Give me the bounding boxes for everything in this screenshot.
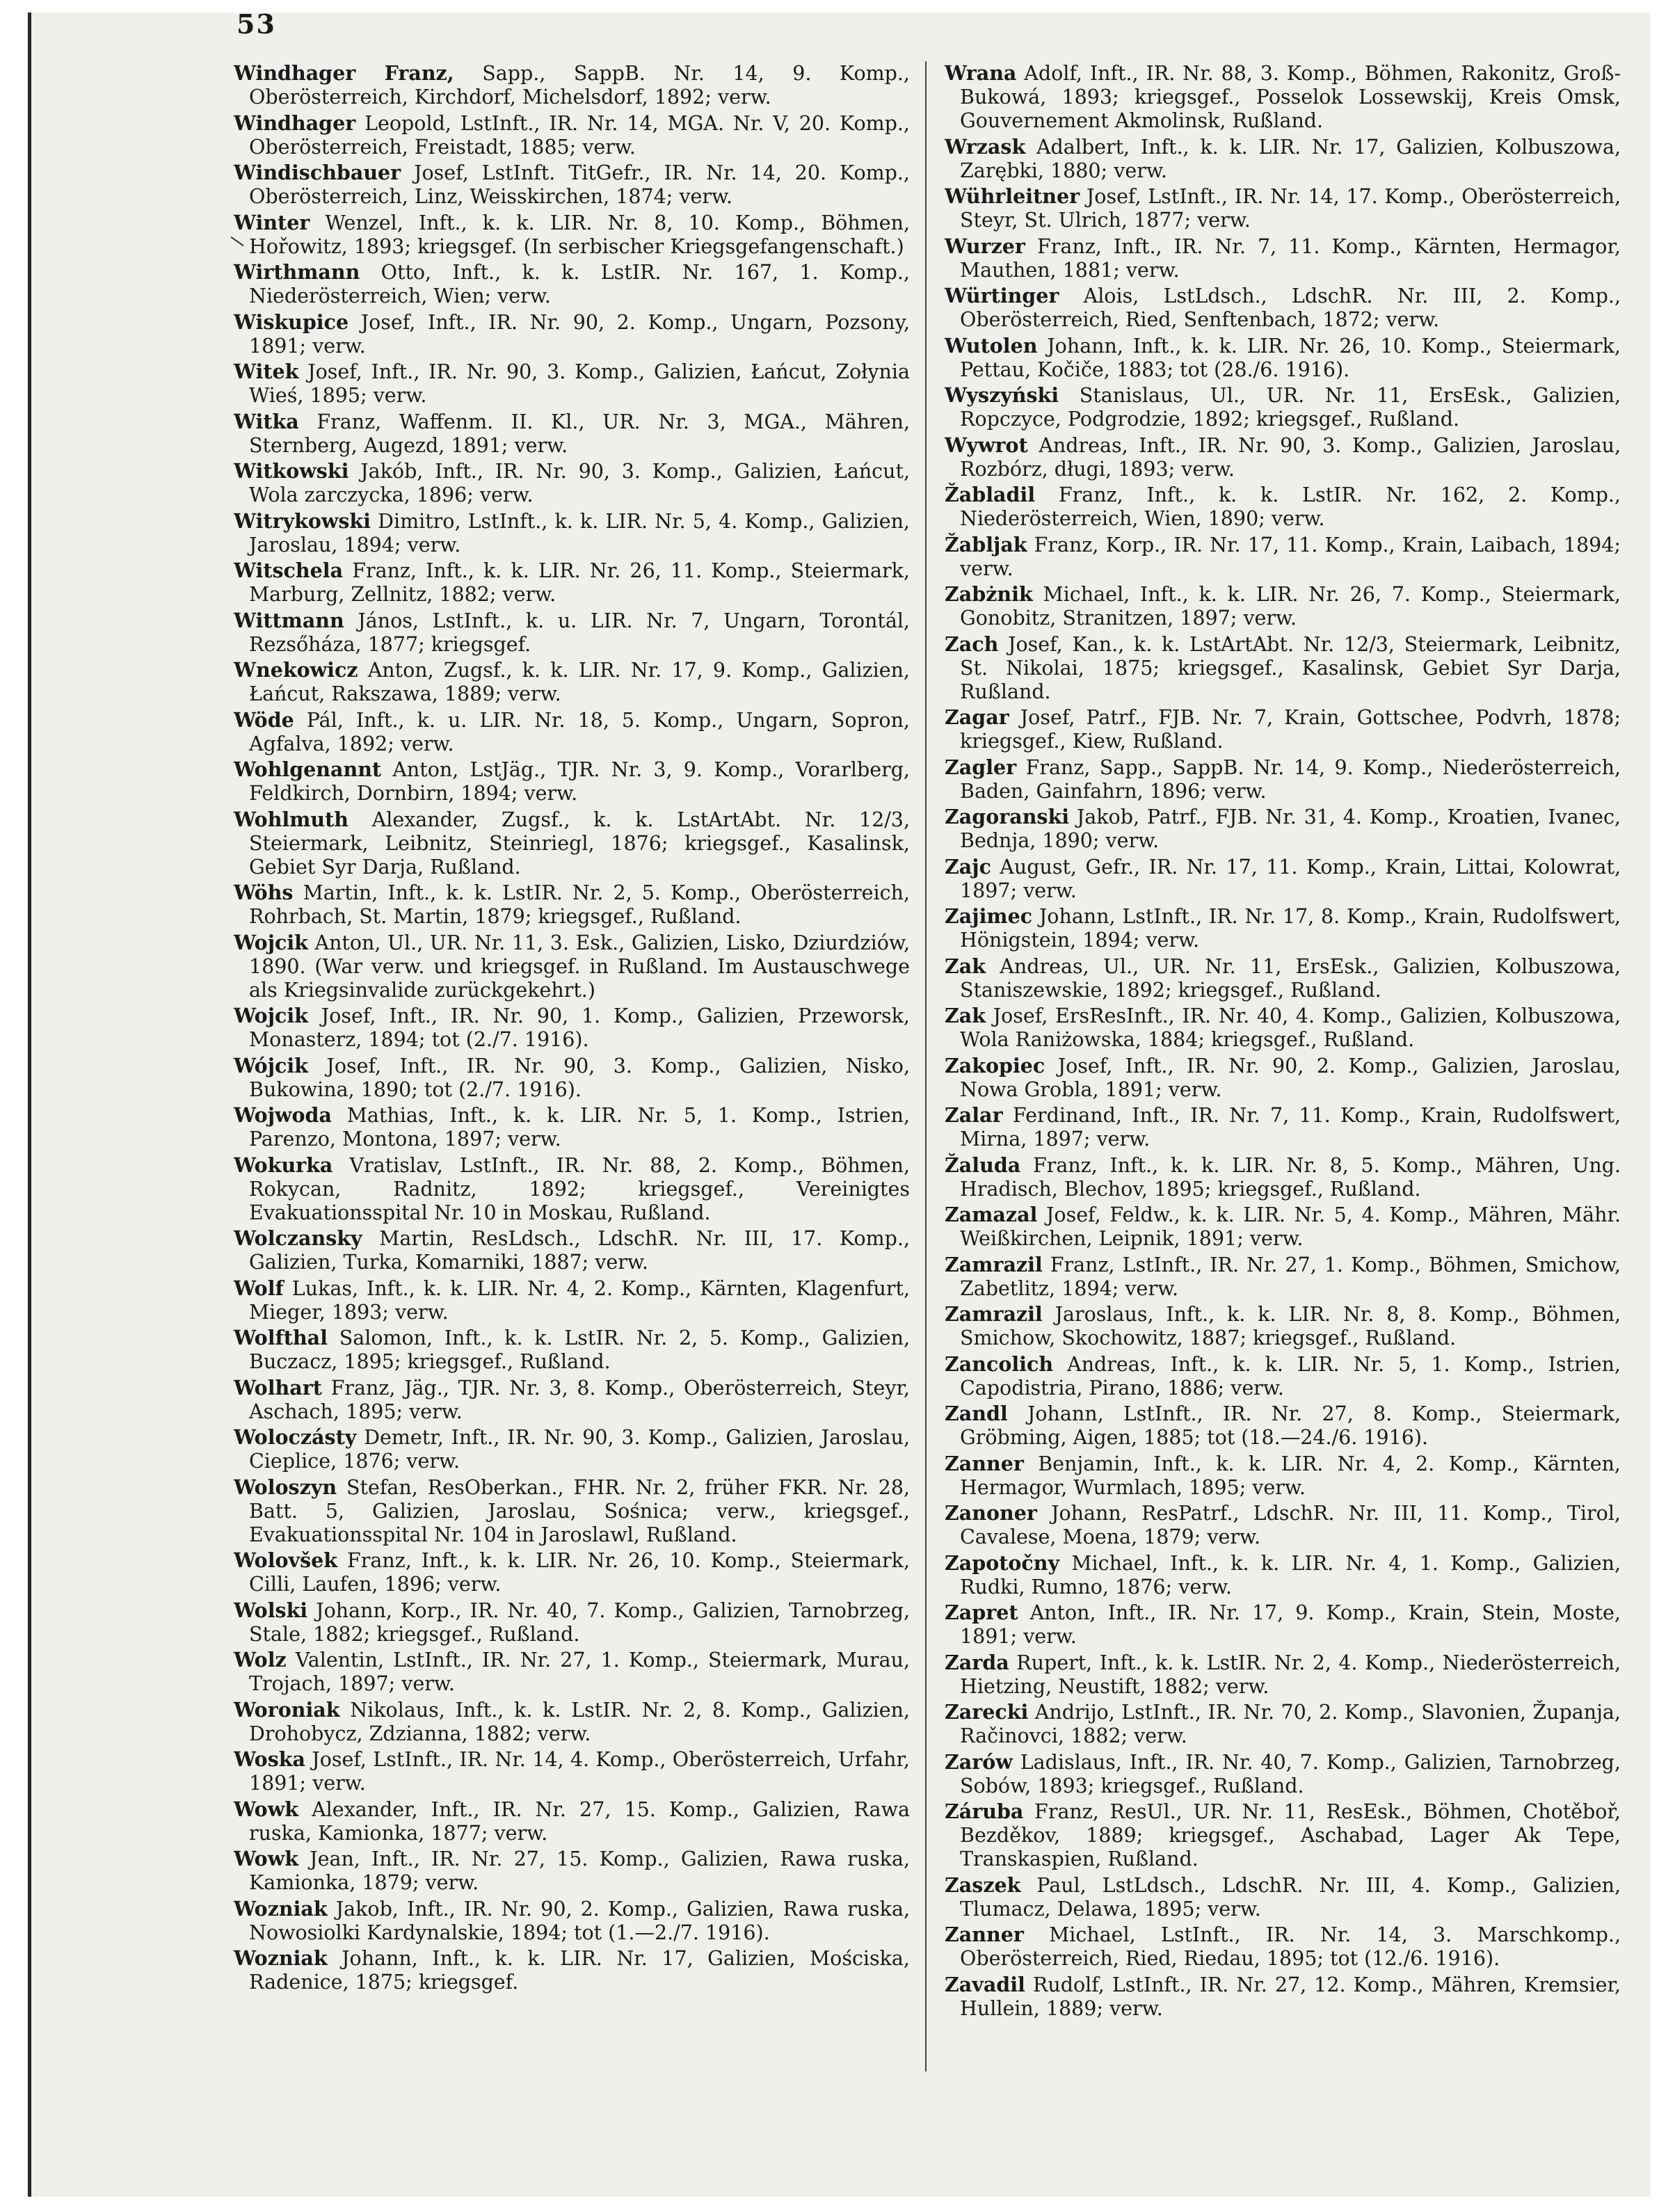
list-item: [234, 1276, 910, 1324]
entry-details: Johann, Inft., k. k. LIR. Nr. 17, Galizien, Mościska, Radenice, 1875; kriegsgef.: [249, 1947, 910, 1994]
entry-name: Zarów: [945, 1749, 1013, 1774]
entry-details: Johann, Inft., k. k. LIR. Nr. 26, 10. Komp., Steiermark, Pettau, Kočiče, 1883; tot (28./6. 1916).: [960, 334, 1621, 381]
entry-details: Josef, Inft., IR. Nr. 90, 2. Komp., Galizien, Jaroslau, Nowa Grobla, 1891; verw.: [960, 1054, 1621, 1101]
list-item: [945, 705, 1621, 753]
entry-details: Andreas, Inft., IR. Nr. 90, 3. Komp., Galizien, Jaroslau, Rozbórz, długi, 1893; verw.: [960, 433, 1621, 481]
entry-name: Windhager Franz,: [234, 61, 454, 85]
list-item: [234, 1103, 910, 1151]
entry-details: Franz, Inft., k. k. LstIR. Nr. 162, 2. Komp., Niederösterreich, Wien, 1890; verw.: [960, 483, 1621, 530]
entry-details: Josef, Inft., IR. Nr. 90, 3. Komp., Galizien, Nisko, Bukowina, 1890; tot (2./7. 1916).: [249, 1054, 911, 1101]
entry-details: Josef, LstInft., IR. Nr. 14, 4. Komp., Oberösterreich, Urfahr, 1891; verw.: [249, 1748, 910, 1795]
list-item: [234, 931, 910, 1002]
list-item: [945, 1203, 1621, 1251]
list-item: [234, 1897, 910, 1945]
entry-name: Žabljak: [945, 532, 1027, 556]
entry-name: Witrykowski: [234, 508, 371, 533]
entry-details: Andreas, Ul., UR. Nr. 11, ErsEsk., Galizien, Kolbuszowa, Staniszewskie, 1892; kriegsgef., Rußland.: [960, 954, 1621, 1002]
entry-name: Zagar: [945, 705, 1009, 729]
list-item: [945, 1352, 1621, 1400]
entry-details: Johann, ResPatrf., LdschR. Nr. III, 11. Komp., Tirol, Cavalese, Moena, 1879; verw.: [960, 1502, 1621, 1548]
entry-name: Witschela: [234, 559, 344, 582]
entry-details: Alois, LstLdsch., LdschR. Nr. III, 2. Komp., Oberösterreich, Ried, Senftenbach, 1872; verw.: [960, 284, 1621, 331]
entry-name: Woroniak: [234, 1697, 340, 1722]
entry-name: Zajimec: [945, 904, 1033, 928]
list-item: [234, 260, 910, 308]
list-item: [945, 184, 1621, 232]
entry-details: Andreas, Inft., k. k. LIR. Nr. 5, 1. Komp., Istrien, Capodistria, Pirano, 1886; verw.: [960, 1352, 1621, 1400]
entry-name: Wnekowicz: [234, 658, 358, 682]
entry-details: Martin, ResLdsch., LdschR. Nr. III, 17. Komp., Galizien, Turka, Komarniki, 1887; verw.: [249, 1227, 911, 1274]
list-item: [234, 1698, 910, 1746]
entry-details: Franz, Korp., IR. Nr. 17, 11. Komp., Krain, Laibach, 1894; verw.: [960, 533, 1621, 580]
entry-name: Wolz: [234, 1648, 287, 1672]
list-item: [945, 1501, 1621, 1549]
entry-name: Wiskupice: [234, 310, 349, 334]
entry-details: Salomon, Inft., k. k. LstIR. Nr. 2, 5. Komp., Galizien, Buczacz, 1895; kriegsgef., Rußland.: [249, 1327, 911, 1373]
list-item: [945, 1873, 1621, 1921]
left-column: [234, 61, 910, 1996]
entry-details: Michael, Inft., k. k. LIR. Nr. 26, 7. Komp., Steiermark, Gonobitz, Stranitzen, 1897; verw.: [960, 583, 1621, 630]
entry-name: Zaszek: [945, 1873, 1021, 1897]
list-item: [945, 1402, 1621, 1450]
entry-details: Dimitro, LstInft., k. k. LIR. Nr. 5, 4. Komp., Galizien, Jaroslau, 1894; verw.: [249, 509, 910, 556]
entry-name: Zanner: [945, 1451, 1024, 1475]
entry-details: Josef, Feldw., k. k. LIR. Nr. 5, 4. Komp., Mähren, Mähr. Weißkirchen, Leipnik, 1891; verw.: [960, 1203, 1621, 1250]
entry-name: Wutolen: [945, 333, 1038, 358]
entry-name: Wowk: [234, 1847, 298, 1870]
entry-name: Zajc: [945, 854, 991, 879]
list-item: [945, 61, 1621, 133]
entry-details: Jean, Inft., IR. Nr. 27, 15. Komp., Galizien, Rawa ruska, Kamionka, 1879; verw.: [249, 1848, 911, 1894]
list-item: [234, 1153, 910, 1225]
entry-name: Zamazal: [945, 1203, 1038, 1226]
entry-details: Josef, Inft., IR. Nr. 90, 3. Komp., Galizien, Łańcut, Zołynia Wieś, 1895; verw.: [249, 360, 910, 407]
entry-details: Franz, Inft., k. k. LIR. Nr. 8, 5. Komp., Mähren, Ung. Hradisch, Blechov, 1895; kriegsgef., Rußland.: [960, 1153, 1621, 1201]
entry-details: Franz, Inft., k. k. LIR. Nr. 26, 11. Komp., Steiermark, Marburg, Zellnitz, 1882; verw.: [249, 559, 910, 606]
entry-details: Anton, Ul., UR. Nr. 11, 3. Esk., Galizien, Lisko, Dziurdziów, 1890. (War verw. und kriegsgef. in Rußland. Im Austauschwege als Kriegsinvalide zurückgekehrt.): [249, 931, 911, 1002]
entry-details: Stefan, ResOberkan., FHR. Nr. 2, früher FKR. Nr. 28, Batt. 5, Galizien, Jaroslau, Sośnica; verw., kriegsgef., Evakuationsspital Nr. 104 in Jaroslawl, Rußland.: [249, 1475, 911, 1546]
entry-name: Wozniak: [234, 1896, 328, 1921]
entry-name: Windhager: [234, 111, 356, 135]
entry-details: Alexander, Inft., IR. Nr. 27, 15. Komp., Galizien, Rawa ruska, Kamionka, 1877; verw.: [249, 1797, 911, 1845]
entry-details: Adalbert, Inft., k. k. LIR. Nr. 17, Galizien, Kolbuszowa, Zarębki, 1880; verw.: [960, 135, 1621, 182]
entry-details: Jakob, Inft., IR. Nr. 90, 2. Komp., Galizien, Rawa ruska, Nowosiolki Kardynalskie, 1894; tot (1.—2./7. 1916).: [249, 1897, 911, 1944]
entry-details: Anton, Zugsf., k. k. LIR. Nr. 17, 9. Komp., Galizien, Łańcut, Rakszawa, 1889; verw.: [249, 659, 910, 705]
entry-name: Zakopiec: [945, 1053, 1045, 1077]
entry-details: Paul, LstLdsch., LdschR. Nr. III, 4. Komp., Galizien, Tlumacz, Delawa, 1895; verw.: [960, 1873, 1621, 1921]
page-number: 53: [237, 8, 276, 40]
list-item: [234, 310, 910, 358]
list-item: [945, 1923, 1621, 1971]
entry-name: Wolf: [234, 1276, 284, 1300]
entry-name: Zamrazil: [945, 1252, 1043, 1276]
right-column: [945, 61, 1621, 2022]
entry-details: Franz, LstInft., IR. Nr. 27, 1. Komp., Böhmen, Smichow, Zabetlitz, 1894; verw.: [960, 1253, 1621, 1300]
list-item: [945, 632, 1621, 704]
entry-details: Andrijo, LstInft., IR. Nr. 70, 2. Komp., Slavonien, Županja, Račinovci, 1882; verw.: [960, 1701, 1621, 1747]
entry-details: Anton, Inft., IR. Nr. 17, 9. Komp., Krain, Stein, Moste, 1891; verw.: [960, 1601, 1621, 1648]
entry-name: Wyszyński: [945, 383, 1059, 407]
entry-details: Rudolf, LstInft., IR. Nr. 27, 12. Komp., Mähren, Kremsier, Hullein, 1889; verw.: [960, 1973, 1621, 2020]
list-item: [945, 334, 1621, 382]
list-item: [234, 708, 910, 756]
entry-name: Zak: [945, 954, 986, 978]
entry-details: Martin, Inft., k. k. LstIR. Nr. 2, 5. Komp., Oberösterreich, Rohrbach, St. Martin, 1879; kriegsgef., Rußland.: [249, 881, 910, 928]
list-item: [234, 61, 910, 109]
entry-name: Witkowski: [234, 459, 349, 483]
entry-name: Žabladil: [945, 483, 1036, 506]
entry-details: Franz, Inft., k. k. LIR. Nr. 26, 10. Komp., Steiermark, Cilli, Laufen, 1896; verw.: [249, 1549, 911, 1596]
list-item: [234, 1004, 910, 1052]
entry-name: Wolski: [234, 1598, 308, 1622]
entry-details: Adolf, Inft., IR. Nr. 88, 3. Komp., Böhmen, Rakonitz, Groß-Bukowá, 1893; kriegsgef., Posselok Lossewskij, Kreis Omsk, Gouvernement Akmolinsk, Rußland.: [960, 62, 1621, 132]
entry-name: Wöhs: [234, 881, 294, 904]
entry-name: Wowk: [234, 1797, 298, 1821]
entry-name: Zapotočny: [945, 1550, 1060, 1575]
entry-name: Wojwoda: [234, 1103, 332, 1127]
list-item: [945, 135, 1621, 183]
list-item: [945, 1601, 1621, 1649]
entry-name: Wohlmuth: [234, 807, 349, 831]
entry-details: Pál, Inft., k. u. LIR. Nr. 18, 5. Komp., Ungarn, Sopron, Agfalva, 1892; verw.: [249, 708, 910, 755]
entry-name: Wywrot: [945, 433, 1028, 457]
entry-details: Valentin, LstInft., IR. Nr. 27, 1. Komp., Steiermark, Murau, Trojach, 1897; verw.: [249, 1649, 911, 1695]
list-item: [234, 1548, 910, 1596]
list-item: [234, 808, 910, 879]
entry-name: Zak: [945, 1004, 986, 1027]
list-item: [234, 559, 910, 607]
entry-name: Wokurka: [234, 1153, 333, 1177]
text-columns: [234, 61, 1621, 2134]
list-item: [234, 1475, 910, 1547]
list-item: [945, 1253, 1621, 1301]
entry-details: Ferdinand, Inft., IR. Nr. 7, 11. Komp., Krain, Rudolfswert, Mirna, 1897; verw.: [960, 1104, 1621, 1151]
list-item: [234, 1598, 910, 1646]
entry-details: Michael, Inft., k. k. LIR. Nr. 4, 1. Komp., Galizien, Rudki, Rumno, 1876; verw.: [960, 1551, 1621, 1598]
entry-details: Vratislav, LstInft., IR. Nr. 88, 2. Komp., Böhmen, Rokycan, Radnitz, 1892; kriegsgef., Vereinigtes Evakuationsspital Nr. 10 in Moskau, Rußland.: [249, 1153, 910, 1224]
entry-details: Josef, ErsResInft., IR. Nr. 40, 4. Komp., Galizien, Kolbuszowa, Wola Raniżowska, 1884; kriegsgef., Rußland.: [960, 1004, 1621, 1051]
entry-name: Zamrazil: [945, 1302, 1043, 1326]
entry-details: Demetr, Inft., IR. Nr. 90, 3. Komp., Galizien, Jaroslau, Cieplice, 1876; verw.: [249, 1426, 911, 1473]
list-item: [234, 658, 910, 706]
entry-name: Žaluda: [945, 1153, 1021, 1177]
entry-name: Zalar: [945, 1103, 1003, 1127]
list-item: [234, 509, 910, 557]
entry-details: Sapp., SappB. Nr. 14, 9. Komp., Oberösterreich, Kirchdorf, Michelsdorf, 1892; verw.: [249, 62, 910, 109]
entry-details: Benjamin, Inft., k. k. LIR. Nr. 4, 2. Komp., Kärnten, Hermagor, Wurmlach, 1895; verw.: [960, 1452, 1621, 1499]
list-item: [234, 881, 910, 929]
list-item: [234, 410, 910, 458]
list-item: [234, 1648, 910, 1696]
entry-details: Josef, Patrf., FJB. Nr. 7, Krain, Gottschee, Podvrh, 1878; kriegsgef., Kiew, Rußland.: [960, 706, 1621, 753]
list-item: [234, 161, 910, 209]
entry-details: Jaroslaus, Inft., k. k. LIR. Nr. 8, 8. Komp., Böhmen, Smichow, Skochowitz, 1887; kriegsgef., Rußland.: [960, 1303, 1621, 1349]
entry-name: Würtinger: [945, 284, 1059, 307]
entry-details: Mathias, Inft., k. k. LIR. Nr. 5, 1. Komp., Istrien, Parenzo, Montona, 1897; verw.: [249, 1104, 911, 1151]
entry-details: Josef, LstInft. TitGefr., IR. Nr. 14, 20. Komp., Oberösterreich, Linz, Weisskirchen, 1874; verw.: [249, 161, 910, 208]
entry-details: Franz, Sapp., SappB. Nr. 14, 9. Komp., Niederösterreich, Baden, Gainfahrn, 1896; verw.: [960, 755, 1621, 803]
entry-details: Franz, ResUl., UR. Nr. 11, ResEsk., Böhmen, Chotěboř, Bezděkov, 1889; kriegsgef., Aschabad, Lager Ak Tepe, Transkaspien, Rußland.: [960, 1800, 1621, 1870]
entry-details: Franz, Waffenm. II. Kl., UR. Nr. 3, MGA., Mähren, Sternberg, Augezd, 1891; verw.: [249, 410, 910, 457]
entry-details: Rupert, Inft., k. k. LstIR. Nr. 2, 4. Komp., Niederösterreich, Hietzing, Neustift, 1882; verw.: [960, 1651, 1621, 1698]
entry-name: Zagoranski: [945, 805, 1070, 828]
entry-details: János, LstInft., k. u. LIR. Nr. 7, Ungarn, Torontál, Rezsőháza, 1877; kriegsgef.: [249, 609, 910, 656]
list-item: [234, 1326, 910, 1374]
list-item: [234, 1425, 910, 1473]
list-item: [945, 1800, 1621, 1871]
list-item: [945, 1153, 1621, 1201]
list-item: [234, 1847, 910, 1895]
entry-name: Wójcik: [234, 1053, 308, 1077]
entry-details: Stanislaus, Ul., UR. Nr. 11, ErsEsk., Galizien, Ropczyce, Podgrodzie, 1892; kriegsgef., Rußland.: [960, 384, 1621, 431]
list-item: [945, 805, 1621, 853]
list-item: [945, 1973, 1621, 2021]
entry-name: Wurzer: [945, 234, 1025, 258]
list-item: [234, 360, 910, 408]
list-item: [234, 609, 910, 657]
list-item: [945, 234, 1621, 282]
list-item: [945, 855, 1621, 903]
entry-details: Johann, LstInft., IR. Nr. 27, 8. Komp., Steiermark, Gröbming, Aigen, 1885; tot (18.—24./6. 1916).: [960, 1402, 1621, 1449]
list-item: [945, 1302, 1621, 1350]
entry-details: Leopold, LstInft., IR. Nr. 14, MGA. Nr. V, 20. Komp., Oberösterreich, Freistadt, 1885; verw.: [249, 111, 910, 159]
list-item: [945, 383, 1621, 431]
list-item: [234, 459, 910, 507]
entry-name: Zarda: [945, 1650, 1009, 1674]
list-item: [945, 1750, 1621, 1798]
list-item: [945, 533, 1621, 581]
list-item: [234, 1376, 910, 1424]
entry-details: Franz, Inft., IR. Nr. 7, 11. Komp., Kärnten, Hermagor, Mauthen, 1881; verw.: [960, 234, 1621, 282]
entry-name: Winter: [234, 210, 310, 234]
entry-details: Josef, LstInft., IR. Nr. 14, 17. Komp., Oberösterreich, Steyr, St. Ulrich, 1877; verw.: [960, 185, 1621, 232]
entry-details: Ladislaus, Inft., IR. Nr. 40, 7. Komp., Galizien, Tarnobrzeg, Sobów, 1893; kriegsgef., Rußland.: [960, 1750, 1621, 1797]
entry-name: Zancolich: [945, 1352, 1054, 1376]
entry-details: Nikolaus, Inft., k. k. LstIR. Nr. 2, 8. Komp., Galizien, Drohobycz, Zdzianna, 1882; verw.: [249, 1698, 911, 1745]
entry-name: Zandl: [945, 1402, 1008, 1425]
entry-name: Wirthmann: [234, 260, 360, 284]
entry-name: Wrzask: [945, 134, 1026, 159]
list-item: [945, 1651, 1621, 1699]
entry-details: Jakób, Inft., IR. Nr. 90, 3. Komp., Galizien, Łańcut, Wola zarczycka, 1896; verw.: [249, 460, 910, 506]
list-item: [234, 111, 910, 159]
entry-name: Woska: [234, 1747, 305, 1771]
list-item: [945, 1004, 1621, 1052]
list-item: [234, 1797, 910, 1845]
entry-name: Zabżnik: [945, 582, 1033, 606]
entry-details: Johann, Korp., IR. Nr. 40, 7. Komp., Galizien, Tarnobrzeg, Stale, 1882; kriegsgef., Rußland.: [249, 1598, 910, 1646]
entry-name: Wührleitner: [945, 184, 1080, 208]
entry-details: Anton, LstJäg., TJR. Nr. 3, 9. Komp., Vorarlberg, Feldkirch, Dornbirn, 1894; verw.: [249, 758, 910, 805]
entry-name: Wojcik: [234, 1004, 308, 1027]
entry-name: Zanoner: [945, 1501, 1037, 1525]
list-item: [945, 755, 1621, 803]
entry-name: Zavadil: [945, 1972, 1025, 1996]
column-divider: [925, 61, 927, 2071]
list-item: [945, 1452, 1621, 1500]
entry-name: Zapret: [945, 1601, 1018, 1624]
entry-name: Windischbauer: [234, 161, 401, 184]
entry-name: Zarecki: [945, 1700, 1029, 1724]
entry-details: Jakob, Patrf., FJB. Nr. 31, 4. Komp., Kroatien, Ivanec, Bednja, 1890; verw.: [960, 806, 1621, 852]
entry-name: Zanner: [945, 1923, 1024, 1946]
list-item: [234, 211, 910, 259]
entry-details: Josef, Inft., IR. Nr. 90, 1. Komp., Galizien, Przeworsk, Monasterz, 1894; tot (2./7. 1916).: [249, 1004, 910, 1051]
entry-details: Otto, Inft., k. k. LstIR. Nr. 167, 1. Komp., Niederösterreich, Wien; verw.: [249, 261, 910, 307]
list-item: [234, 1747, 910, 1795]
entry-name: Woloczásty: [234, 1425, 357, 1449]
entry-details: Alexander, Zugsf., k. k. LstArtAbt. Nr. 12/3, Steiermark, Leibnitz, Steinriegl, 1876; kriegsgef., Kasalinsk, Gebiet Syr Darja, Rußland.: [249, 808, 910, 879]
entry-name: Witka: [234, 409, 299, 433]
list-item: [945, 954, 1621, 1002]
entry-name: Wozniak: [234, 1946, 328, 1970]
list-item: [945, 433, 1621, 481]
list-item: [945, 1103, 1621, 1151]
entry-name: Záruba: [945, 1800, 1024, 1823]
entry-details: Michael, LstInft., IR. Nr. 14, 3. Marschkomp., Oberösterreich, Ried, Riedau, 1895; tot (12./6. 1916).: [960, 1923, 1621, 1970]
entry-name: Zach: [945, 632, 999, 656]
entry-details: Lukas, Inft., k. k. LIR. Nr. 4, 2. Komp., Kärnten, Klagenfurt, Mieger, 1893; verw.: [249, 1276, 911, 1324]
list-item: [945, 1700, 1621, 1748]
list-item: [945, 483, 1621, 531]
entry-name: Woloszyn: [234, 1475, 337, 1499]
list-item: [945, 1054, 1621, 1102]
list-item: [234, 1946, 910, 1994]
list-item: [945, 284, 1621, 332]
entry-name: Wolfthal: [234, 1326, 328, 1349]
entry-details: Franz, Jäg., TJR. Nr. 3, 8. Komp., Oberösterreich, Steyr, Aschach, 1895; verw.: [249, 1376, 910, 1423]
entry-details: Josef, Kan., k. k. LstArtAbt. Nr. 12/3, Steiermark, Leibnitz, St. Nikolai, 1875; kriegsgef., Kasalinsk, Gebiet Syr Darja, Rußland.: [960, 632, 1621, 703]
list-item: [945, 582, 1621, 630]
list-item: [234, 758, 910, 806]
entry-name: Wolhart: [234, 1375, 322, 1400]
list-item: [234, 1226, 910, 1274]
list-item: [945, 1551, 1621, 1599]
entry-name: Wrana: [945, 61, 1017, 85]
entry-name: Wolovšek: [234, 1548, 338, 1572]
list-item: [945, 904, 1621, 952]
entry-name: Witek: [234, 360, 299, 383]
entry-name: Wojcik: [234, 930, 308, 954]
list-item: [234, 1054, 910, 1102]
entry-details: Johann, LstInft., IR. Nr. 17, 8. Komp., Krain, Rudolfswert, Hönigstein, 1894; verw.: [960, 905, 1621, 952]
entry-name: Wittmann: [234, 608, 344, 632]
entry-name: Wolczansky: [234, 1226, 362, 1250]
entry-name: Wöde: [234, 707, 294, 732]
entry-details: Wenzel, Inft., k. k. LIR. Nr. 8, 10. Komp., Böhmen, Hořowitz, 1893; kriegsgef. (In serbischer Kriegsgefangenschaft.): [249, 211, 911, 258]
entry-name: Wohlgenannt: [234, 758, 382, 781]
entry-name: Zagler: [945, 755, 1017, 779]
entry-details: August, Gefr., IR. Nr. 17, 11. Komp., Krain, Littai, Kolowrat, 1897; verw.: [960, 855, 1621, 902]
entry-details: Josef, Inft., IR. Nr. 90, 2. Komp., Ungarn, Pozsony, 1891; verw.: [249, 310, 910, 358]
